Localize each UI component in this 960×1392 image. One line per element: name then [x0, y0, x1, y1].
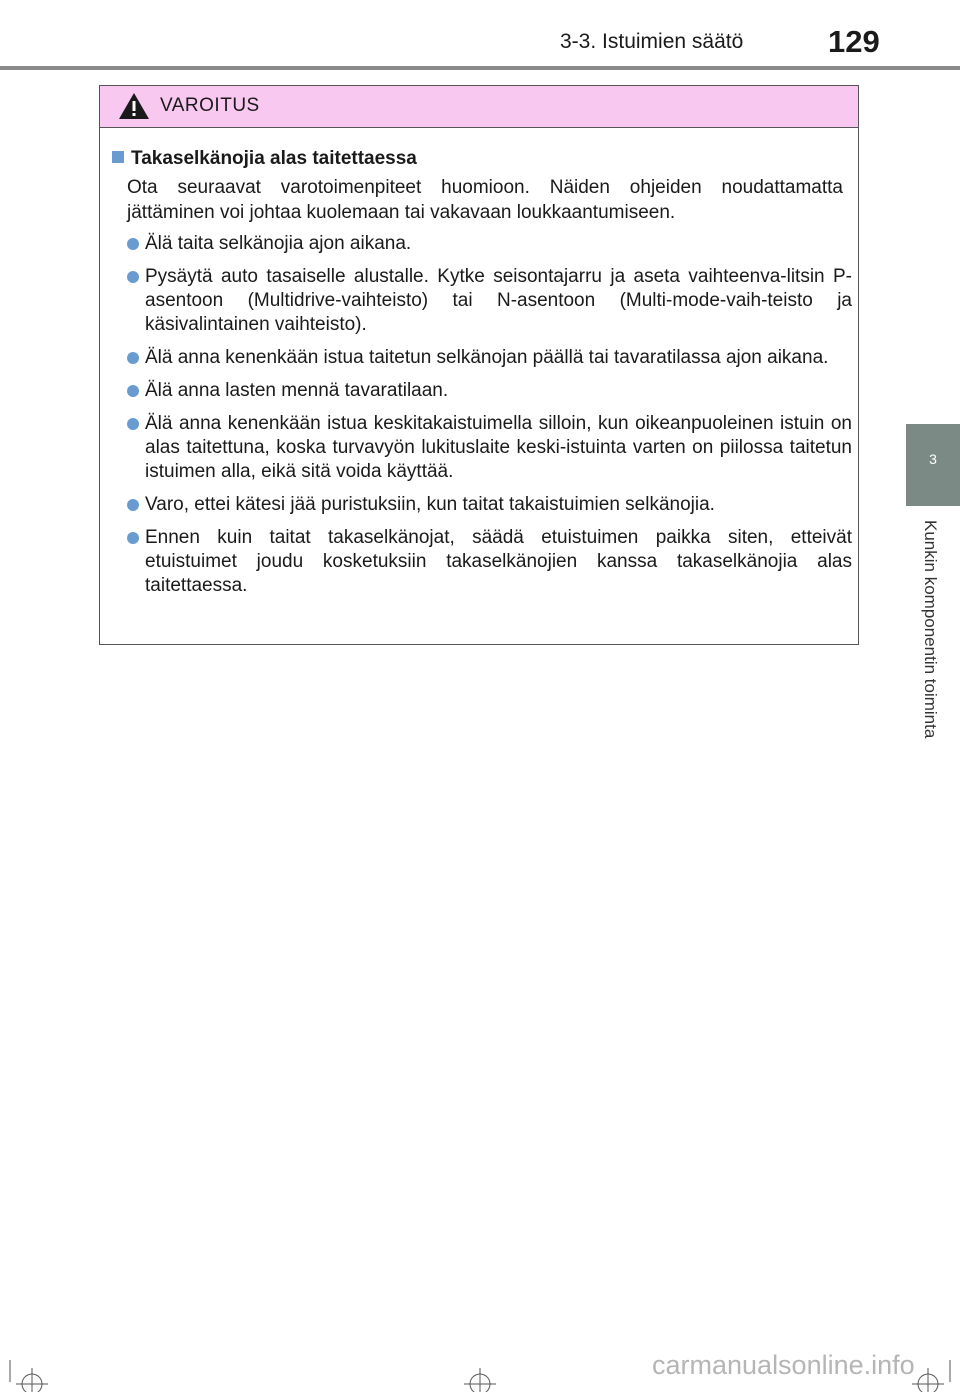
list-item: Älä anna kenenkään istua taitetun selkänojan päällä tai tavaratilassa ajon aikana. — [127, 346, 852, 370]
list-item: Älä anna kenenkään istua keskitakaistuimella silloin, kun oikeanpuoleinen istuin on alas taitettuna, koska turvavyön lukituslaite keski-istuinta varten on piilossa taitetun istuimen alla, eikä sitä voida käyttää. — [127, 412, 852, 484]
warning-title: VAROITUS — [160, 95, 260, 116]
section-heading-text: Takaselkänojia alas taitettaessa — [131, 148, 417, 169]
chapter-label: Kunkin komponentin toiminta — [921, 520, 940, 739]
list-item: Pysäytä auto tasaiselle alustalle. Kytke seisontajarru ja aseta vaihteenva-litsin P-asentoon (Multidrive-vaihteisto) tai N-asentoon (Multi-mode-vaih-teisto ja käsivalintainen vaihteisto). — [127, 265, 852, 337]
list-item: Älä anna lasten mennä tavaratilaan. — [127, 379, 852, 403]
section-heading — [112, 148, 417, 170]
list-item: Varo, ettei kätesi jää puristuksiin, kun taitat takaistuimien selkänojia. — [127, 493, 852, 517]
bullet-dot-icon — [127, 532, 139, 544]
square-bullet-icon — [112, 151, 124, 163]
bullet-dot-icon — [127, 385, 139, 397]
bullet-dot-icon — [127, 352, 139, 364]
warning-triangle-icon — [117, 91, 151, 121]
bullet-dot-icon — [127, 238, 139, 250]
list-item: Ennen kuin taitat takaselkänojat, säädä etuistuimen paikka siten, etteivät etuistuimet joudu kosketuksiin takaselkänojien kanssa takaselkänojia alas taitettaessa. — [127, 526, 852, 598]
bullet-dot-icon — [127, 418, 139, 430]
watermark: carmanualsonline.info — [652, 1350, 915, 1380]
section-title: 3-3. Istuimien säätö — [560, 30, 744, 53]
page-number: 129 — [828, 24, 880, 59]
intro-paragraph: Ota seuraavat varotoimenpiteet huomioon. Näiden ohjeiden noudattamatta jättäminen voi johtaa kuolemaan tai vakavaan loukkaantumiseen. — [127, 177, 843, 223]
warning-bullet-list — [127, 232, 852, 607]
list-item: Älä taita selkänojia ajon aikana. — [127, 232, 852, 256]
bullet-dot-icon — [127, 271, 139, 283]
header-divider — [0, 66, 960, 70]
chapter-tab: 3 — [906, 424, 960, 506]
warning-header — [100, 86, 858, 128]
bullet-dot-icon — [127, 499, 139, 511]
warning-box — [99, 85, 859, 645]
